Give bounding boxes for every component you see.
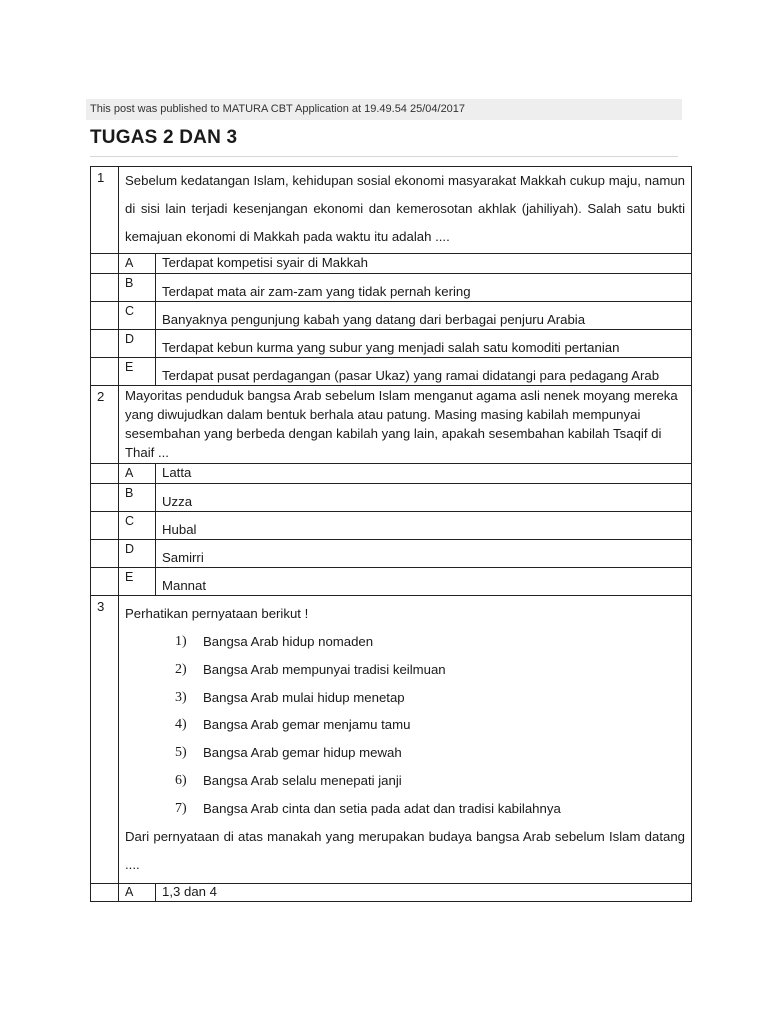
option-row[interactable]	[91, 302, 692, 330]
statement-number: 4)	[175, 717, 187, 733]
statement-list	[125, 628, 685, 823]
option-row[interactable]	[91, 512, 692, 540]
option-text	[156, 484, 692, 512]
option-text	[156, 274, 692, 302]
statement-text: Bangsa Arab selalu menepati janji	[203, 772, 402, 788]
statement-number: 5)	[175, 745, 187, 761]
option-empty-cell	[91, 512, 119, 540]
option-row[interactable]	[91, 358, 692, 386]
option-text	[156, 568, 692, 596]
question-number: 2	[91, 386, 119, 464]
option-empty-cell	[91, 302, 119, 330]
question-table	[90, 166, 692, 902]
option-label: Samirri	[162, 550, 204, 565]
option-label: Banyaknya pengunjung kabah yang datang dari berbagai penjuru Arabia	[162, 312, 586, 327]
option-letter: D	[119, 540, 156, 568]
option-empty-cell	[91, 254, 119, 274]
option-letter: A	[119, 464, 156, 484]
statement-text: Bangsa Arab gemar hidup mewah	[203, 745, 402, 761]
option-label: Uzza	[162, 494, 193, 509]
statement-number: 2)	[175, 661, 187, 677]
option-empty-cell	[91, 274, 119, 302]
option-text	[156, 302, 692, 330]
statement-item	[175, 739, 685, 767]
statement-number: 7)	[175, 800, 187, 816]
statement-item	[175, 628, 685, 656]
option-label: Mannat	[162, 578, 206, 593]
statement-text: Bangsa Arab cinta dan setia pada adat dan tradisi kabilahnya	[203, 800, 561, 816]
option-text	[156, 330, 692, 358]
option-label: Hubal	[162, 522, 197, 537]
question-cell	[119, 167, 692, 254]
option-text: Latta	[156, 464, 692, 484]
question-text: Mayoritas penduduk bangsa Arab sebelum Islam menganut agama asli nenek moyang mereka yang diwujudkan dalam bentuk berhala atau patung. Masing masing kabilah mempunyai sesembahan yang berbeda dengan kabilah yang lain, apakah sesembahan kabilah Tsaqif di Thaif ...	[125, 388, 678, 460]
option-row[interactable]	[91, 540, 692, 568]
statement-item	[175, 711, 685, 739]
statement-number: 1)	[175, 634, 187, 649]
option-letter: E	[119, 358, 156, 386]
question-cell	[119, 596, 692, 884]
statement-text: Bangsa Arab gemar menjamu tamu	[203, 717, 411, 733]
option-row[interactable]	[91, 884, 692, 902]
statement-item	[175, 684, 685, 712]
page-title: TUGAS 2 DAN 3	[90, 127, 238, 148]
option-row[interactable]	[91, 464, 692, 484]
option-empty-cell	[91, 484, 119, 512]
option-empty-cell	[91, 464, 119, 484]
option-label: Terdapat mata air zam-zam yang tidak pernah kering	[162, 284, 471, 299]
question-row	[91, 386, 692, 464]
option-row[interactable]	[91, 274, 692, 302]
statement-number: 3)	[175, 689, 187, 705]
option-letter: E	[119, 568, 156, 596]
question-row	[91, 167, 692, 254]
option-row[interactable]	[91, 568, 692, 596]
option-letter: D	[119, 330, 156, 358]
option-text: 1,3 dan 4	[156, 884, 692, 902]
statement-text: Bangsa Arab mempunyai tradisi keilmuan	[203, 661, 446, 677]
option-empty-cell	[91, 884, 119, 902]
option-letter: A	[119, 884, 156, 902]
option-empty-cell	[91, 358, 119, 386]
option-text	[156, 512, 692, 540]
statement-text: Bangsa Arab hidup nomaden	[203, 634, 374, 649]
publish-banner: This post was published to MATURA CBT Application at 19.49.54 25/04/2017	[86, 99, 682, 120]
option-letter: B	[119, 274, 156, 302]
option-label: Terdapat pusat perdagangan (pasar Ukaz) yang ramai didatangi para pedagang Arab	[162, 368, 660, 383]
option-row[interactable]	[91, 330, 692, 358]
question-number: 3	[91, 596, 119, 884]
question-number: 1	[91, 167, 119, 254]
question-cell	[119, 386, 692, 464]
statement-item	[175, 795, 685, 823]
option-letter: B	[119, 484, 156, 512]
option-letter: C	[119, 512, 156, 540]
statement-item	[175, 656, 685, 684]
question-text: Dari pernyataan di atas manakah yang merupakan budaya bangsa Arab sebelum Islam datang ....	[125, 828, 685, 872]
option-row[interactable]	[91, 484, 692, 512]
option-row[interactable]	[91, 254, 692, 274]
option-label: Terdapat kebun kurma yang subur yang menjadi salah satu komoditi pertanian	[162, 340, 620, 355]
option-empty-cell	[91, 330, 119, 358]
option-letter: A	[119, 254, 156, 274]
statement-number: 6)	[175, 772, 187, 788]
option-letter: C	[119, 302, 156, 330]
statement-item	[175, 767, 685, 795]
option-text	[156, 540, 692, 568]
title-divider	[90, 156, 678, 157]
question-row	[91, 596, 692, 884]
option-empty-cell	[91, 540, 119, 568]
option-empty-cell	[91, 568, 119, 596]
option-text: Terdapat kompetisi syair di Makkah	[156, 254, 692, 274]
question-intro: Perhatikan pernyataan berikut !	[125, 606, 309, 621]
option-text	[156, 358, 692, 386]
statement-text: Bangsa Arab mulai hidup menetap	[203, 689, 405, 705]
question-text: Sebelum kedatangan Islam, kehidupan sosial ekonomi masyarakat Makkah cukup maju, namun di sisi lain terjadi kesenjangan ekonomi dan kemerosotan akhlak (jahiliyah). Salah satu bukti kemajuan ekonomi di Makkah pada waktu itu adalah ....	[125, 173, 685, 244]
